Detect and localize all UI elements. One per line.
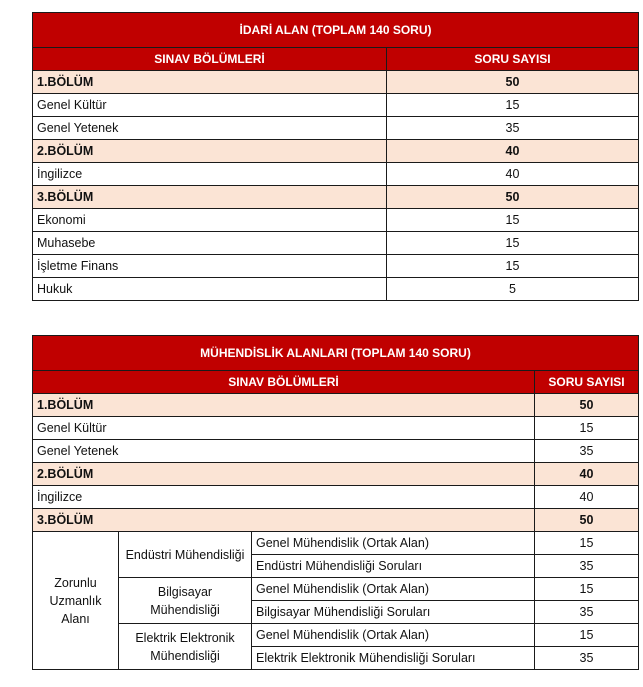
row-count: 50	[535, 509, 639, 532]
row-count: 35	[535, 601, 639, 624]
row-label: İngilizce	[33, 486, 535, 509]
row-count: 35	[387, 117, 639, 140]
row-count: 15	[387, 209, 639, 232]
row-label: Genel Yetenek	[33, 117, 387, 140]
table-row	[33, 71, 639, 94]
muhendislik-alanlari-table	[32, 335, 639, 670]
row-count: 15	[387, 94, 639, 117]
row-label: İşletme Finans	[33, 255, 387, 278]
table-row	[33, 117, 639, 140]
row-label: Muhasebe	[33, 232, 387, 255]
field-name: Elektrik Elektronik Mühendisliği	[119, 624, 252, 670]
row-label: İngilizce	[33, 163, 387, 186]
row-count: 5	[387, 278, 639, 301]
row-label: 3.BÖLÜM	[33, 509, 535, 532]
row-count: 35	[535, 647, 639, 670]
specialization-group-label: Zorunlu Uzmanlık Alanı	[33, 532, 119, 670]
row-count: 15	[387, 232, 639, 255]
table-row	[33, 209, 639, 232]
row-label: Ekonomi	[33, 209, 387, 232]
table-row	[33, 278, 639, 301]
column-header-count: SORU SAYISI	[387, 48, 639, 71]
table-row	[33, 509, 639, 532]
row-label: 2.BÖLÜM	[33, 140, 387, 163]
row-count: 15	[535, 417, 639, 440]
row-count: 35	[535, 555, 639, 578]
row-label: 3.BÖLÜM	[33, 186, 387, 209]
column-header-sections: SINAV BÖLÜMLERİ	[33, 371, 535, 394]
row-label: Genel Mühendislik (Ortak Alan)	[252, 624, 535, 647]
table-title: İDARİ ALAN (TOPLAM 140 SORU)	[33, 13, 639, 48]
row-label: 1.BÖLÜM	[33, 394, 535, 417]
table-row	[33, 463, 639, 486]
field-name: Bilgisayar Mühendisliği	[119, 578, 252, 624]
table-row	[33, 140, 639, 163]
table-row	[33, 440, 639, 463]
table-row	[33, 532, 639, 555]
column-header-count: SORU SAYISI	[535, 371, 639, 394]
table-row	[33, 486, 639, 509]
row-count: 50	[535, 394, 639, 417]
row-label: Genel Yetenek	[33, 440, 535, 463]
column-header-sections: SINAV BÖLÜMLERİ	[33, 48, 387, 71]
table-row	[33, 163, 639, 186]
table-row	[33, 94, 639, 117]
table-row	[33, 255, 639, 278]
table-title: MÜHENDİSLİK ALANLARI (TOPLAM 140 SORU)	[33, 336, 639, 371]
row-label: Hukuk	[33, 278, 387, 301]
row-count: 40	[387, 140, 639, 163]
table-row	[33, 232, 639, 255]
row-count: 40	[535, 463, 639, 486]
table-row	[33, 417, 639, 440]
row-label: Endüstri Mühendisliği Soruları	[252, 555, 535, 578]
table-row	[33, 578, 639, 601]
row-count: 15	[535, 624, 639, 647]
row-count: 50	[387, 71, 639, 94]
row-count: 40	[387, 163, 639, 186]
table-row	[33, 394, 639, 417]
row-label: Genel Kültür	[33, 417, 535, 440]
row-count: 15	[535, 532, 639, 555]
row-count: 35	[535, 440, 639, 463]
row-count: 15	[535, 578, 639, 601]
row-label: Bilgisayar Mühendisliği Soruları	[252, 601, 535, 624]
row-count: 15	[387, 255, 639, 278]
row-label: Genel Kültür	[33, 94, 387, 117]
row-label: 1.BÖLÜM	[33, 71, 387, 94]
row-label: Elektrik Elektronik Mühendisliği Soruları	[252, 647, 535, 670]
row-label: Genel Mühendislik (Ortak Alan)	[252, 532, 535, 555]
row-label: 2.BÖLÜM	[33, 463, 535, 486]
table-row	[33, 186, 639, 209]
row-count: 40	[535, 486, 639, 509]
idari-alan-table	[32, 12, 639, 301]
row-count: 50	[387, 186, 639, 209]
row-label: Genel Mühendislik (Ortak Alan)	[252, 578, 535, 601]
field-name: Endüstri Mühendisliği	[119, 532, 252, 578]
table-row	[33, 624, 639, 647]
